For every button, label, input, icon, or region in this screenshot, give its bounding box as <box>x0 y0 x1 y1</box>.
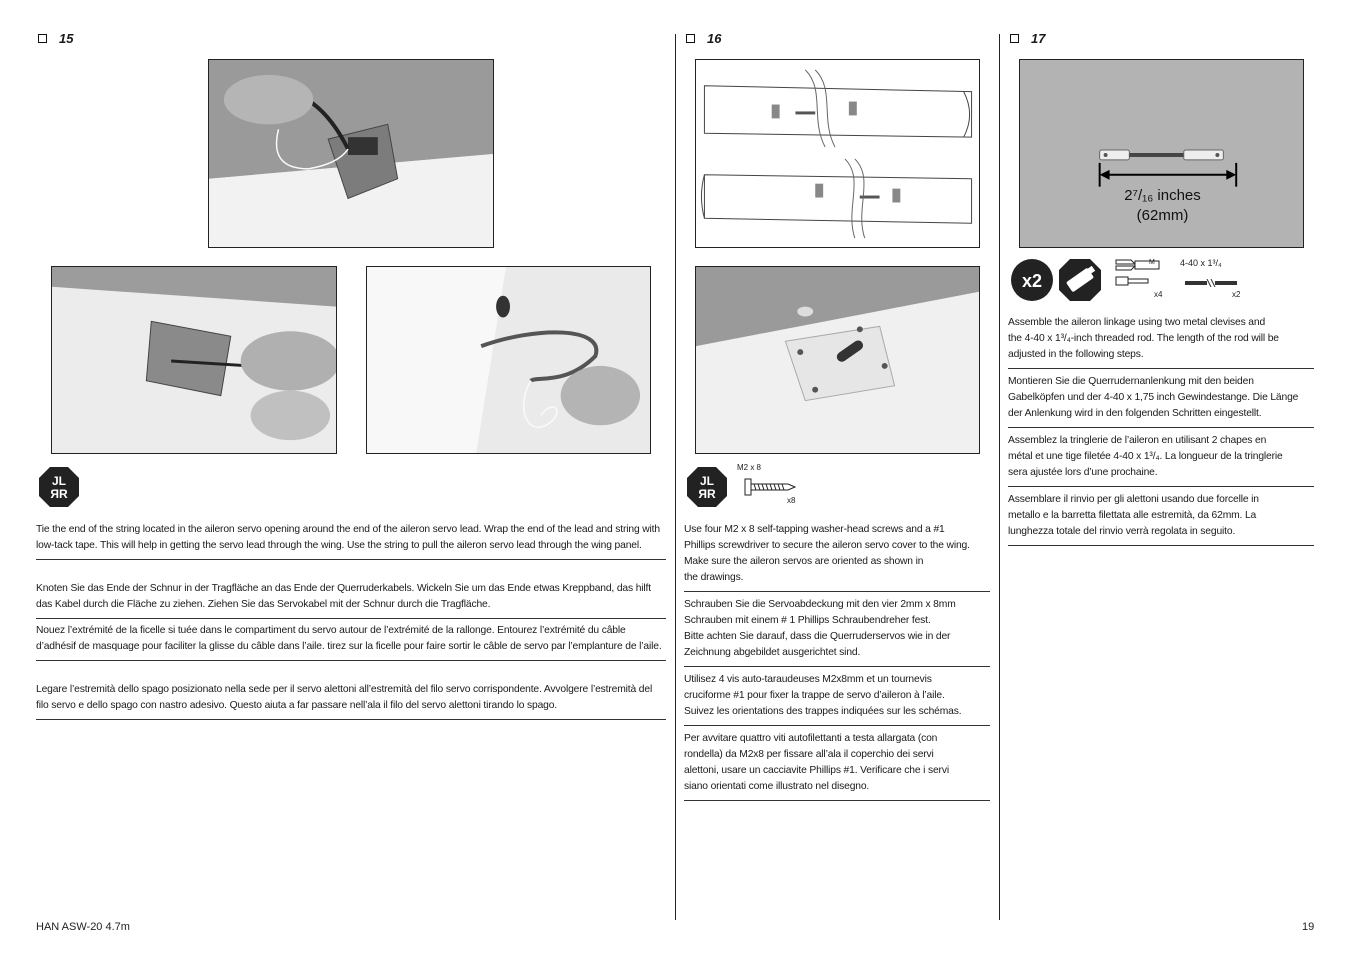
step-16-checkbox[interactable] <box>686 34 695 43</box>
glue-tube-icon <box>1058 258 1102 307</box>
pliers-tool-icon <box>38 466 80 513</box>
step-16-text-de: Schrauben Sie die Servoabdeckung mit den vier 2mm x 8mm Schrauben mit einem # 1 Phillips Schraubendreher fest. Bitte achten Sie darauf, dass die Querruderservos wie in der Zeichnung abgebildet ausgerichtet sind. <box>684 597 990 667</box>
step-17-text-fr: Assemblez la tringlerie de l’aileron en utilisant 2 chapes en métal et une tige filetée 4-40 x 1³/₄. La longueur de la tringlerie sera ajustée lors d’une prochaine. <box>1008 433 1314 487</box>
svg-text:ЯR: ЯR <box>698 487 716 501</box>
step-16-text-en: Use four M2 x 8 self-tapping washer-head screws and a #1 Phillips screwdriver to secure the aileron servo cover to the wing. Make sure the aileron servos are oriented as shown in the drawings. <box>684 522 990 592</box>
screw-quantity: x8 <box>787 496 796 505</box>
step-15-number: 15 <box>59 31 74 46</box>
measurement-mm: (62mm) <box>1136 207 1189 224</box>
svg-text:ЯR: ЯR <box>50 487 68 501</box>
footer-page-number: 19 <box>1302 921 1315 933</box>
clevis-mark: M <box>1149 259 1155 266</box>
step-15-text-de: Knoten Sie das Ende der Schnur in der Tragfläche an das Ende der Querruderkabels. Wickeln Sie um das Ende etwas Kreppband, das hilft das Kabel durch die Fläche zu ziehen. Ziehen Sie das Servokabel mit der Schnur durch die Tragfläche. <box>36 581 666 619</box>
photo-pulling-lead-through-wing <box>366 266 651 454</box>
step-16-text-fr: Utilisez 4 vis auto-taraudeuses M2x8mm et un tournevis cruciforme #1 pour fixer la trappe de servo d’aileron à l’aile. Suivez les orientations des trappes indiquées sur les schémas. <box>684 672 990 726</box>
step-15-text-it: Legare l’estremità dello spago posizionato nella sede per il servo alettoni all’estremità del filo servo corrispondente. Avvolgere l’estremità del filo servo e dello spago con nastro adesivo. Questo aiuta a far passare nell’ala il filo del servo alettoni tirando lo spago. <box>36 682 666 720</box>
step-16-text-it: Per avvitare quattro viti autofilettanti a testa allargata (con rondella) da M2x8 per fissare all’ala il coperchio dei servi alettoni, usare un cacciavite Phillips #1. Verificare che i servi siano orientati come illustrato nel disegno. <box>684 731 990 801</box>
screw-size-label: M2 x 8 <box>737 463 762 472</box>
column-divider <box>999 34 1000 920</box>
photo-tying-string-to-lead <box>51 266 337 454</box>
column-divider <box>675 34 676 920</box>
photo-aileron-linkage-assembled <box>1019 59 1304 248</box>
diagram-servo-orientation <box>695 59 980 248</box>
step-15-text-fr: Nouez l’extrémité de la ficelle si tuée dans le compartiment du servo autour de l’extrémité de la rallonge. Entourez l’extrémité du câble d’adhésif de masquage pour faciliter la glisse du câble dans l’aile. tirez sur la ficelle pour faire sortir le câble de servo par l’emplanture de l’aile. <box>36 623 666 661</box>
measurement-inches: 2⁷/₁₆ inches <box>1124 187 1201 204</box>
photo-servo-opening-string <box>208 59 494 248</box>
step-15-header <box>38 31 73 46</box>
step-16-header <box>686 31 721 46</box>
svg-text:JL: JL <box>51 474 67 488</box>
linkage-length-measurement <box>1020 186 1304 226</box>
step-17-text-de: Montieren Sie die Querrudernanlenkung mit den beiden Gabelköpfen und der 4-40 x 1,75 inch Gewindestange. Die Länge der Anlenkung wird in den folgenden Schritten eingestellt. <box>1008 374 1314 428</box>
step-17-text-it: Assemblare il rinvio per gli alettoni usando due forcelle in metallo e la barretta filettata alle estremità, da 62mm. La lunghezza totale del rinvio verrà regolata in seguito. <box>1008 492 1314 546</box>
clevis-quantity: x4 <box>1154 290 1163 299</box>
step-15-text-en: Tie the end of the string located in the aileron servo opening around the end of the aileron servo lead. Wrap the end of the lead and string with low-tack tape. This will help in getting the servo lead through the wing. Use the string to pull the aileron servo lead through the wing panel. <box>36 522 666 560</box>
quantity-x2-badge <box>1010 258 1054 307</box>
step-16-number: 16 <box>707 31 722 46</box>
footer-manual-title: HAN ASW-20 4.7m <box>36 921 130 933</box>
clevis-icon <box>1115 258 1170 293</box>
threaded-rod-icon <box>1185 274 1237 292</box>
svg-text:JL: JL <box>699 474 715 488</box>
step-17-checkbox[interactable] <box>1010 34 1019 43</box>
step-17-text-en: Assemble the aileron linkage using two metal clevises and the 4-40 x 1³/₄-inch threaded rod. The length of the rod will be adjusted in the following steps. <box>1008 315 1314 369</box>
step-15-checkbox[interactable] <box>38 34 47 43</box>
step-17-header <box>1010 31 1045 46</box>
threaded-rod-label: 4-40 x 1³/₄ <box>1180 258 1222 268</box>
pliers-tool-icon <box>686 466 728 513</box>
threaded-rod-quantity: x2 <box>1232 290 1241 299</box>
photo-servo-cover-installed <box>695 266 980 454</box>
quantity-x2-text: x2 <box>1021 271 1043 291</box>
step-17-number: 17 <box>1031 31 1046 46</box>
